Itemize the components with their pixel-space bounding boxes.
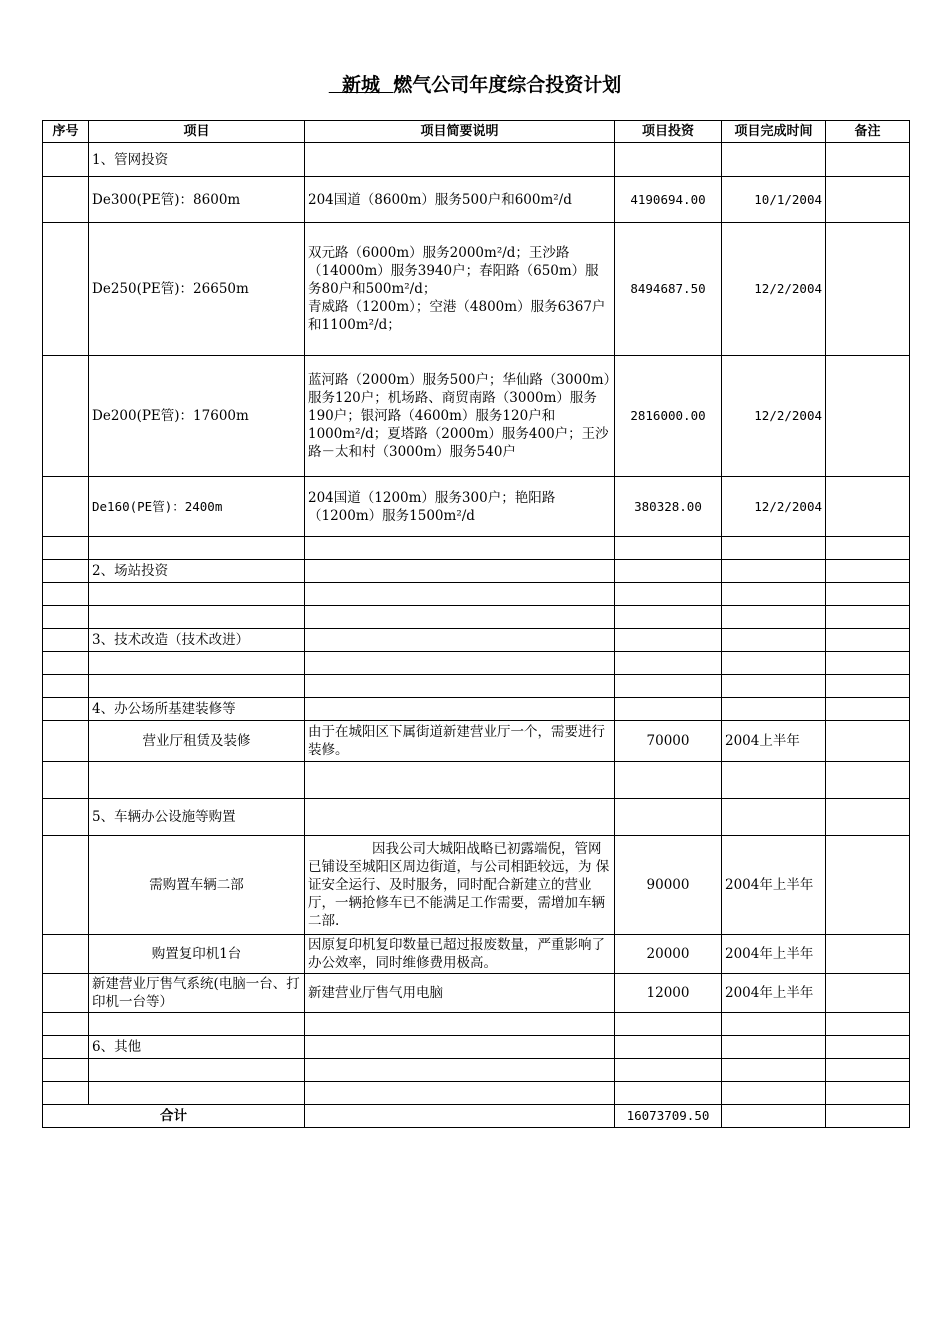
item-cell: 营业厅租赁及装修 xyxy=(89,721,305,762)
header-note: 备注 xyxy=(826,121,910,143)
table-row xyxy=(43,974,910,1013)
header-item: 项目 xyxy=(89,121,305,143)
section-label: 5、车辆办公设施等购置 xyxy=(89,799,305,836)
invest-cell: 20000 xyxy=(615,935,722,974)
empty-row xyxy=(43,675,910,698)
item-cell: De200(PE管)：17600m xyxy=(89,356,305,477)
desc-cell: 双元路（6000m）服务2000m²/d；王沙路（14000m）服务3940户；春阳路（650m）服务80户和500m²/d； 青威路（1200m）；空港（4800m）服务6367户和1100m²/d； xyxy=(305,223,615,356)
date-cell: 2004年上半年 xyxy=(722,836,826,935)
company-name: 新城 xyxy=(341,74,380,96)
empty-row xyxy=(43,1082,910,1105)
desc-cell: 新建营业厅售气用电脑 xyxy=(305,974,615,1013)
invest-cell: 380328.00 xyxy=(615,477,722,537)
header-invest: 项目投资 xyxy=(615,121,722,143)
header-row xyxy=(43,121,910,143)
item-cell: 购置复印机1台 xyxy=(89,935,305,974)
invest-cell: 70000 xyxy=(615,721,722,762)
desc-cell: 204国道（8600m）服务500户和600m²/d xyxy=(305,177,615,223)
table-row xyxy=(43,356,910,477)
item-cell: 新建营业厅售气系统(电脑一台、打印机一台等） xyxy=(89,974,305,1013)
section-row xyxy=(43,1036,910,1059)
date-cell: 12/2/2004 xyxy=(722,477,826,537)
table-row xyxy=(43,836,910,935)
title-text: 燃气公司年度综合投资计划 xyxy=(393,74,622,96)
total-invest: 16073709.50 xyxy=(615,1105,722,1128)
section-row xyxy=(43,698,910,721)
desc-cell: 因我公司大城阳战略已初露端倪，管网已铺设至城阳区周边街道，与公司相距较远，为 保证安全运行、及时服务，同时配合新建立的营业厅，一辆抢修车已不能满足工作需要，需增加车辆二部. xyxy=(305,836,615,935)
table-row xyxy=(43,721,910,762)
date-cell: 2004年上半年 xyxy=(722,935,826,974)
item-cell: De250(PE管)：26650m xyxy=(89,223,305,356)
section-label: 2、场站投资 xyxy=(89,560,305,583)
investment-table xyxy=(42,120,910,1128)
desc-cell: 由于在城阳区下属街道新建营业厅一个，需要进行装修。 xyxy=(305,721,615,762)
empty-row xyxy=(43,1059,910,1082)
empty-row xyxy=(43,583,910,606)
item-cell: De300(PE管)：8600m xyxy=(89,177,305,223)
table-row xyxy=(43,223,910,356)
section-row xyxy=(43,799,910,836)
table-row xyxy=(43,935,910,974)
item-cell: De160(PE管)：2400m xyxy=(89,477,305,537)
date-cell: 12/2/2004 xyxy=(722,356,826,477)
empty-row xyxy=(43,652,910,675)
section-label: 3、技术改造（技术改进） xyxy=(89,629,305,652)
empty-row xyxy=(43,1013,910,1036)
date-cell: 2004上半年 xyxy=(722,721,826,762)
desc-cell: 204国道（1200m）服务300户；艳阳路（1200m）服务1500m²/d xyxy=(305,477,615,537)
invest-cell: 8494687.50 xyxy=(615,223,722,356)
date-cell: 12/2/2004 xyxy=(722,223,826,356)
empty-row xyxy=(43,762,910,799)
empty-row xyxy=(43,606,910,629)
section-row xyxy=(43,629,910,652)
desc-cell: 因原复印机复印数量已超过报废数量，严重影响了办公效率，同时维修费用极高。 xyxy=(305,935,615,974)
section-row xyxy=(43,143,910,177)
section-label: 4、办公场所基建装修等 xyxy=(89,698,305,721)
header-seq: 序号 xyxy=(43,121,89,143)
empty-row xyxy=(43,537,910,560)
section-label: 1、管网投资 xyxy=(89,143,305,177)
table-row xyxy=(43,477,910,537)
item-cell: 需购置车辆二部 xyxy=(89,836,305,935)
invest-cell: 4190694.00 xyxy=(615,177,722,223)
header-desc: 项目简要说明 xyxy=(305,121,615,143)
desc-cell: 蓝河路（2000m）服务500户；华仙路（3000m）服务120户；机场路、商贸南路（3000m）服务190户；银河路（4600m）服务120户和1000m²/d；夏塔路（2000m）服务400户；王沙路－太和村（3000m）服务540户 xyxy=(305,356,615,477)
total-row xyxy=(43,1105,910,1128)
section-row xyxy=(43,560,910,583)
invest-cell: 90000 xyxy=(615,836,722,935)
date-cell: 2004年上半年 xyxy=(722,974,826,1013)
invest-cell: 2816000.00 xyxy=(615,356,722,477)
table-row xyxy=(43,177,910,223)
total-label: 合计 xyxy=(43,1105,305,1128)
date-cell: 10/1/2004 xyxy=(722,177,826,223)
header-date: 项目完成时间 xyxy=(722,121,826,143)
section-label: 6、其他 xyxy=(89,1036,305,1059)
invest-cell: 12000 xyxy=(615,974,722,1013)
page-title xyxy=(0,70,950,97)
